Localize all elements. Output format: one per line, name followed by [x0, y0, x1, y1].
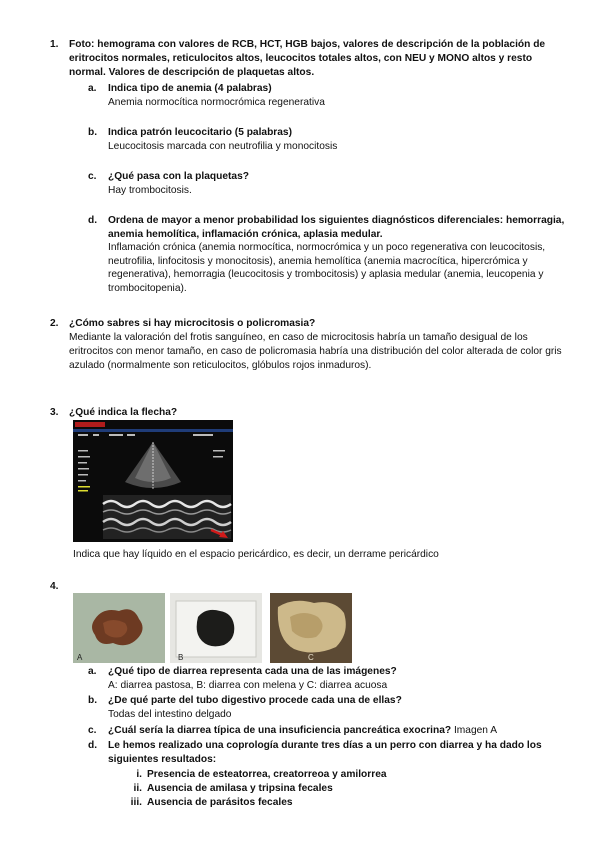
- echocardiogram-image: [73, 420, 233, 542]
- item-label: b.: [88, 127, 98, 138]
- result-text: Presencia de esteatorrea, creatorreoa y amilorrea: [147, 769, 387, 780]
- question-1d: [88, 214, 568, 295]
- svg-text:C: C: [308, 653, 314, 662]
- question-text: ¿Cómo sabres si hay microcitosis o policromasia?: [69, 318, 316, 329]
- item-question: Indica tipo de anemia (4 palabras): [108, 83, 272, 94]
- question-number: 2.: [50, 318, 59, 329]
- question-4c: [88, 724, 568, 738]
- item-question: ¿De qué parte del tubo digestivo procede cada una de ellas?: [108, 695, 402, 706]
- stool-image-a: [73, 593, 165, 663]
- result-item: [120, 782, 333, 796]
- question-3-answer: [50, 548, 570, 562]
- svg-text:A: A: [77, 653, 83, 662]
- question-number: 3.: [50, 407, 59, 418]
- result-text: Ausencia de parásitos fecales: [147, 797, 293, 808]
- item-label: a.: [88, 666, 97, 677]
- question-text: ¿Qué indica la flecha?: [69, 407, 178, 418]
- echocardiogram-graphic: [73, 420, 233, 542]
- question-2: [50, 317, 570, 373]
- item-answer: Todas del intestino delgado: [108, 708, 232, 720]
- question-4a: [88, 665, 568, 692]
- item-answer: Inflamación crónica (anemia normocítica, normocrómica y un poco regenerativa con leucocitosis, neutrofilia, linfocitosis y monocitosis), anemia hemolítica (anemia macrocítica, hipercrómica y regenerativa), hemorragia (leucocitosis y trombocitosis) y aplasia medular (anemia, leucopenia y trombocitopenia).: [108, 242, 546, 294]
- item-answer: Hay trombocitosis.: [108, 184, 192, 196]
- item-question: [108, 724, 568, 738]
- item-label: d.: [88, 215, 98, 226]
- question-text: Foto: hemograma con valores de RCB, HCT, HGB bajos, valores de descripción de la población de eritrocitos normales, reticulocitos altos, leucocitos totales altos, con NEU y MONO altos y resto normal. Valores de descripción de plaquetas altos.: [69, 39, 546, 78]
- question-number: 4.: [50, 581, 59, 592]
- item-question: Le hemos realizado una coprología durante tres días a un perro con diarrea y ha dado los siguientes resultados:: [108, 740, 542, 765]
- question-answer: Indica que hay líquido en el espacio pericárdico, es decir, un derrame pericárdico: [73, 549, 439, 560]
- item-label: a.: [88, 83, 97, 94]
- item-answer: Imagen A: [453, 725, 498, 736]
- question-1: [50, 38, 570, 80]
- item-label: b.: [88, 695, 98, 706]
- question-1a: [88, 82, 568, 109]
- result-text: Ausencia de amilasa y tripsina fecales: [147, 783, 333, 794]
- result-label: ii.: [133, 783, 142, 794]
- question-number: 1.: [50, 39, 59, 50]
- question-4b: [88, 694, 568, 721]
- result-item: [120, 796, 293, 810]
- svg-text:B: B: [178, 653, 184, 662]
- item-label: c.: [88, 725, 97, 736]
- item-question: ¿Qué pasa con la plaquetas?: [108, 171, 249, 182]
- item-question: ¿Qué tipo de diarrea representa cada una de las imágenes?: [108, 666, 397, 677]
- item-answer: A: diarrea pastosa, B: diarrea con melena y C: diarrea acuosa: [108, 679, 388, 691]
- question-3: [50, 406, 570, 420]
- item-question: Indica patrón leucocitario (5 palabras): [108, 127, 292, 138]
- stool-image-b: [170, 593, 262, 663]
- question-1b: [88, 126, 568, 153]
- item-answer: Leucocitosis marcada con neutrofilia y monocitosis: [108, 140, 338, 152]
- stool-image-c: [270, 593, 352, 663]
- result-label: iii.: [130, 797, 142, 808]
- question-1c: [88, 170, 568, 197]
- item-label: d.: [88, 740, 98, 751]
- result-label: i.: [136, 769, 142, 780]
- item-answer: Anemia normocítica normocrómica regenerativa: [108, 96, 325, 108]
- question-answer: Mediante la valoración del frotis sanguíneo, en caso de microcitosis habría un tamaño desigual de los eritrocitos con menor tamaño, en caso de policromasia habría una distribución del color alterada de color gris azulado (normalmente son reticulocitos, glóbulos rojos inmaduros).: [69, 332, 562, 371]
- question-4d: [88, 739, 568, 766]
- item-label: c.: [88, 171, 97, 182]
- item-question-text: ¿Cuál sería la diarrea típica de una insuficiencia pancreática exocrina?: [108, 725, 452, 736]
- item-question: Ordena de mayor a menor probabilidad los siguientes diagnósticos diferenciales: hemorragia, anemia hemolítica, inflamación crónica, aplasia medular.: [108, 215, 565, 240]
- result-item: [120, 768, 387, 782]
